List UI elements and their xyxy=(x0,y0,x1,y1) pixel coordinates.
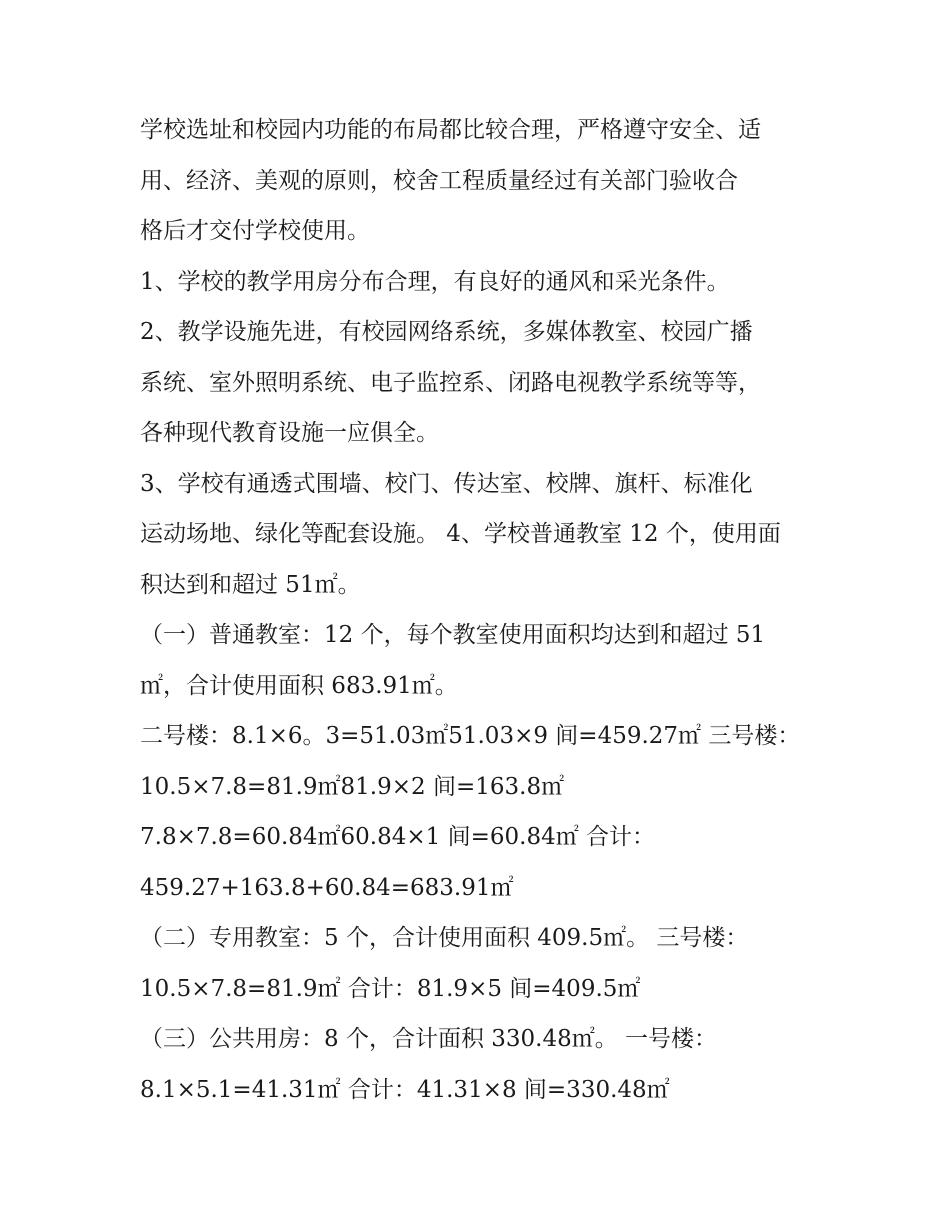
text-line: （二）专用教室：5 个，合计使用面积 409.5㎡。 三号楼： xyxy=(140,925,749,951)
document-body xyxy=(140,105,830,1115)
text-line: 1、学校的教学用房分布合理，有良好的通风和采光条件。 xyxy=(140,268,730,295)
text-line: 学校选址和校园内功能的布局都比较合理，严格遵守安全、适 xyxy=(140,117,761,143)
text-line: 运动场地、绿化等配套设施。 4、学校普通教室 12 个，使用面 xyxy=(140,521,781,547)
text-line: （三）公共用房：8 个，合计面积 330.48㎡。 一号楼： xyxy=(140,1026,718,1052)
text-line: 格后才交付学校使用。 xyxy=(140,218,370,244)
text-line: 8.1×5.1=41.31㎡ 合计：41.31×8 间=330.48㎡ xyxy=(140,1076,670,1103)
text-line: 2、教学设施先进，有校园网络系统，多媒体教室、校园广播 xyxy=(140,319,753,345)
text-line: 系统、室外照明系统、电子监控系、闭路电视教学系统等等， xyxy=(140,369,761,396)
text-line: 10.5×7.8=81.9㎡ 合计：81.9×5 间=409.5㎡ xyxy=(140,975,641,1002)
text-line: （一）普通教室：12 个，每个教室使用面积均达到和超过 51 xyxy=(140,622,766,648)
text-line: 二号楼：8.1×6。3=51.03㎡51.03×9 间=459.27㎡ 三号楼： xyxy=(140,723,801,749)
text-line: 积达到和超过 51㎡。 xyxy=(140,571,361,598)
text-line: 3、学校有通透式围墙、校门、传达室、校牌、旗杆、标准化 xyxy=(140,470,753,497)
text-line: 各种现代教育设施一应俱全。 xyxy=(140,420,439,446)
text-line: 459.27+163.8+60.84=683.91㎡ xyxy=(140,874,514,901)
text-line: 10.5×7.8=81.9㎡81.9×2 间=163.8㎡ xyxy=(140,773,565,800)
text-line: 用、经济、美观的原则，校舍工程质量经过有关部门验收合 xyxy=(140,167,738,194)
text-line: ㎡，合计使用面积 683.91㎡。 xyxy=(140,672,458,699)
text-line: 7.8×7.8=60.84㎡60.84×1 间=60.84㎡ 合计： xyxy=(140,824,656,850)
